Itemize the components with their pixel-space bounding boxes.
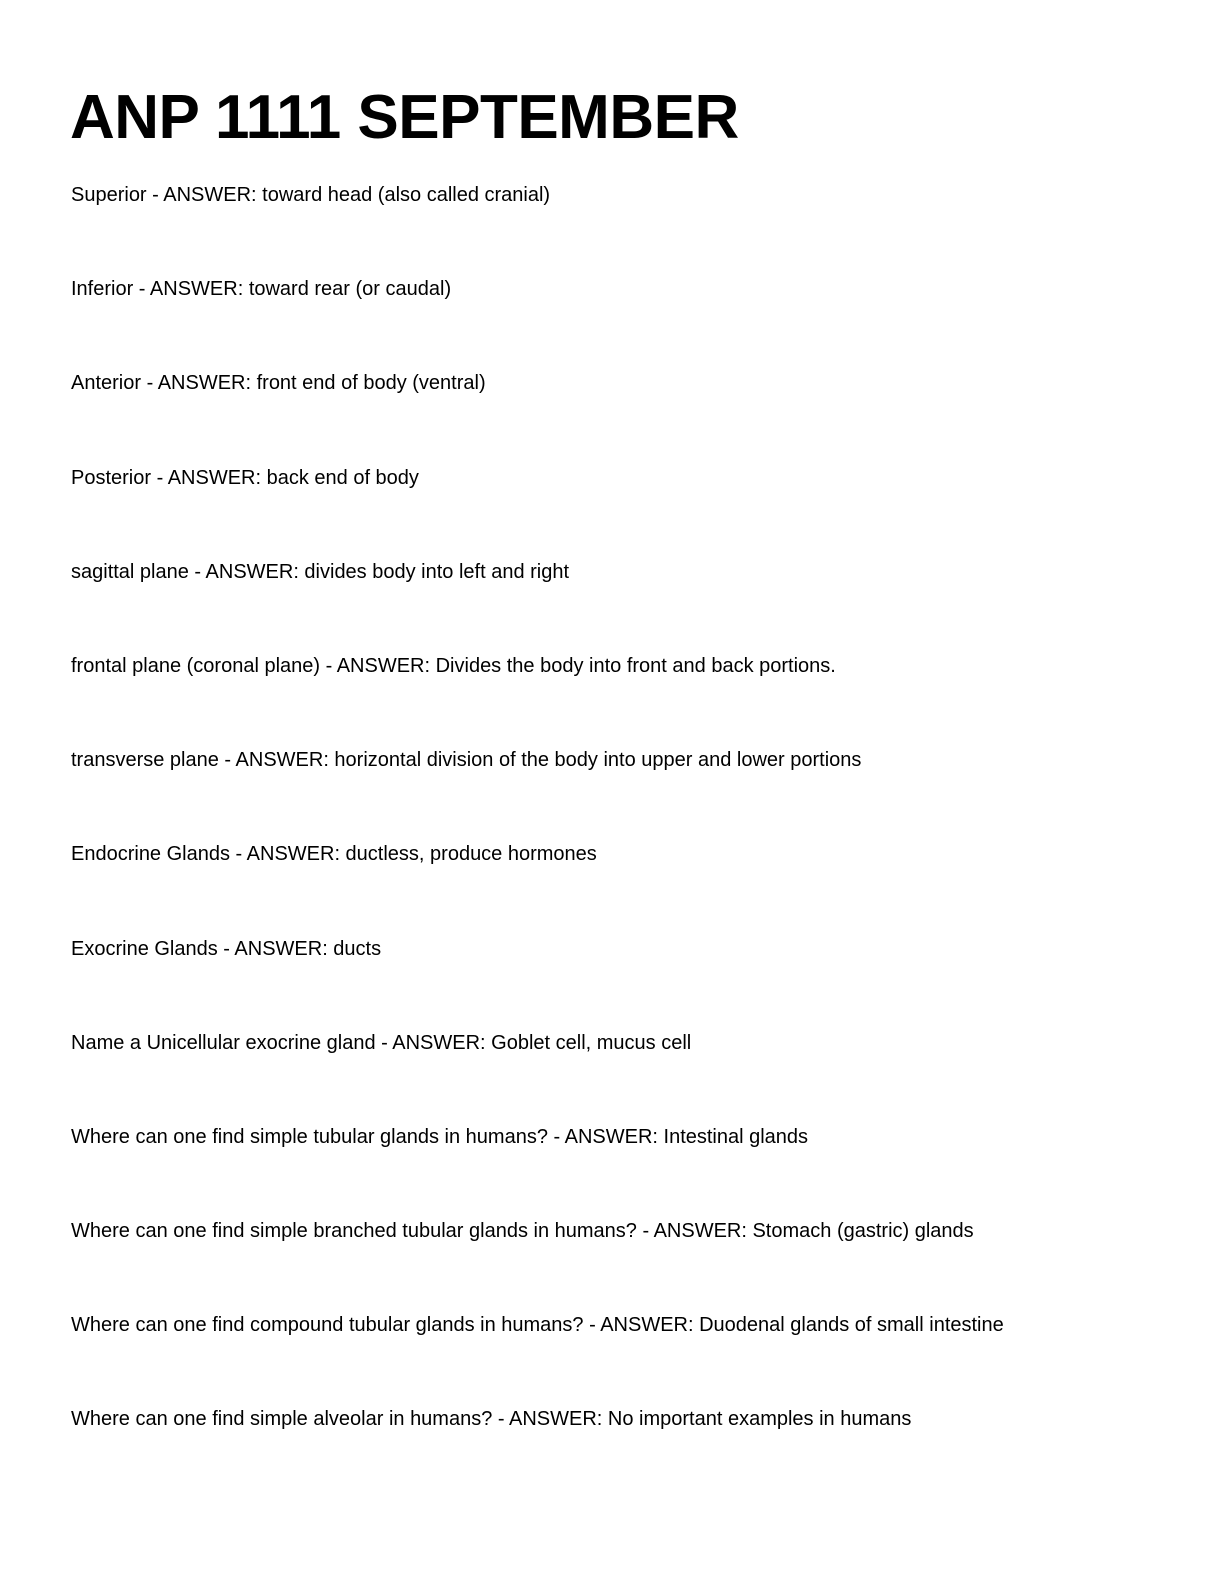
qa-list <box>71 180 1171 1499</box>
qa-entry-simple-tubular: Where can one find simple tubular glands in humans? - ANSWER: Intestinal glands <box>71 1125 809 1148</box>
qa-entry-posterior: Posterior - ANSWER: back end of body <box>71 466 419 489</box>
qa-entry-simple-alveolar: Where can one find simple alveolar in humans? - ANSWER: No important examples in humans <box>71 1408 912 1431</box>
qa-entry-sagittal-plane: sagittal plane - ANSWER: divides body into left and right <box>71 560 570 583</box>
qa-entry-superior: Superior - ANSWER: toward head (also called cranial) <box>71 184 551 206</box>
qa-entry-frontal-plane: frontal plane (coronal plane) - ANSWER: Divides the body into front and back portions. <box>71 654 836 677</box>
qa-entry-inferior: Inferior - ANSWER: toward rear (or caudal) <box>71 278 452 301</box>
qa-entry-transverse-plane: transverse plane - ANSWER: horizontal division of the body into upper and lower portions <box>71 749 862 772</box>
qa-entry-exocrine-glands: Exocrine Glands - ANSWER: ducts <box>71 937 382 960</box>
page-title: ANP 1111 SEPTEMBER <box>70 83 739 152</box>
qa-entry-compound-tubular: Where can one find compound tubular glands in humans? - ANSWER: Duodenal glands of small intestine <box>71 1314 1004 1337</box>
qa-entry-unicellular-gland: Name a Unicellular exocrine gland - ANSWER: Goblet cell, mucus cell <box>71 1031 692 1054</box>
qa-entry-anterior: Anterior - ANSWER: front end of body (ventral) <box>71 372 486 395</box>
qa-entry-endocrine-glands: Endocrine Glands - ANSWER: ductless, produce hormones <box>71 843 597 866</box>
qa-entry-simple-branched-tubular: Where can one find simple branched tubular glands in humans? - ANSWER: Stomach (gastric) glands <box>71 1220 974 1243</box>
